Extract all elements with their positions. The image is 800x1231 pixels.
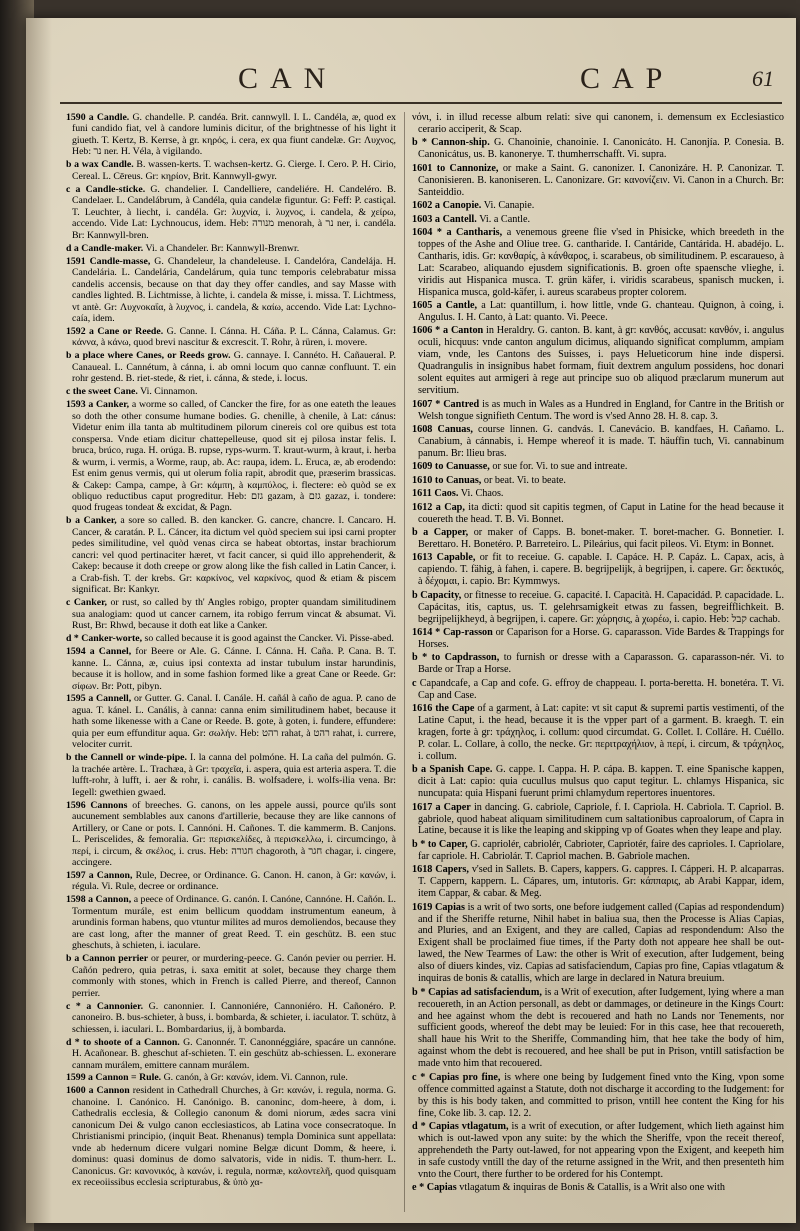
entry-text: of a garment, à Lat: capite: vt sit caput & supremi partis vestimenti, of the Latine Caput, i. the head, because it is the vpper part of a garment. B. kraegh. T. ein kragen, forte à gr: τράχηλος, i. collum: quod circumdat. G. Collet. I. Colláre. H. Cuéllo. P. colar. L. Collare, à collo, the necke. Gr: περιτραχήλιον, à περί, i. circum, & τράχηλος, i. collum. bbox=[418, 703, 784, 762]
dictionary-entry bbox=[412, 864, 784, 900]
running-head-right: CAP bbox=[580, 62, 675, 95]
entry-text: νόνι, i. in illud recesse album relati: sive qui canonem, i. demensum ex Ecclesiastico cerario acciperit, & Scap. bbox=[412, 112, 784, 135]
dictionary-entry bbox=[66, 693, 396, 750]
dictionary-entry bbox=[412, 227, 784, 299]
dictionary-entry bbox=[412, 527, 784, 551]
entry-headword: 1595 a Cannell, bbox=[66, 693, 132, 705]
dictionary-entry bbox=[412, 839, 784, 863]
entry-text: of breeches. G. canons, on les appele aussi, pource qu'ils sont aucunement semblables aux canons d'artillerie, because they are like cannons of Artillery, or Cane or pots. I. Cannóni. H. Cañones. T. die kammerm. B. Canjons. L. Periscelides, & femoralia. Gr: περισκελίδες, à περισκελλω, i. circumcingo, à περί, i. circum, & σκέλος, i. crus. Heb: חגורה chagoroth, à חגר chagar, i. cingere, accingere. bbox=[72, 799, 396, 869]
entry-text: so called because it is good against the Cancker. Vi. Pisse-abed. bbox=[144, 633, 394, 645]
entry-text: resident in Cathedrall Churches, à Gr: κανών, i. regula, norma. G. chanoine. I. Canónico. H. Canónigo. B. canoninc, dom-heere, à dom, i. Cathedralis ecclesia, & Collegio canonum & domi niorum, ædes sacra vini canonicum Dei & vulgo canon ecclesiasticos, ab Latina voce consecratoque. In Christianismi principio, (inquit Beat. Rhenanus) templa Dominica sunt appellata: vnde ab hedernum dicere vulgari nomine Belgæ dicunt Domm, & heere, i. dominus: quasi dominus de domo salvatoris, vide in nidis. T. thum-herr. L. Canonicus. Gr: κανονικός, à κανών, i. regula, normæ, καλοντελῆ, quod quisquam ex receoiissibus ecclesia scripturabus, & ὑπὸ χα- bbox=[72, 1085, 396, 1189]
entry-text: or Gutter. G. Canal. I. Canále. H. cañál à caño de agua. P. cano de agua. T. kánel. L. Canális, à canna: canna enim similitudinem habet, because it hath some likenesse with a Cane or Reede. B. gote, à goten, i. fundere, effundere: quia per eum effunditur aqua. Gr: σωλήν. Heb: רהט rahat, à רהט rahat, i. currere, velociter currit. bbox=[72, 693, 396, 751]
dictionary-entry bbox=[412, 112, 784, 136]
running-head bbox=[60, 62, 782, 102]
entry-headword: b * Capias ad satisfaciendum, bbox=[412, 986, 542, 998]
entry-text: is a writ of execution, or after Iudgement, which lieth against him which is out-lawed vpon any suite: by the which the Sheriffe, vpon the receit thereof, apprehendeth the Party out-lawed, for not appearing vpon the Exigent, and keepeth him in safe custody vntill the day of the returne assigned in the Writ, and then presenteth him vnto the Court, there further to be ordered for his Contempt. bbox=[418, 1120, 784, 1180]
dictionary-entry bbox=[66, 752, 396, 798]
entry-text: or rust, so called by th' Angles robigo, propter quandam similitudinem sua analogiam: quod ut cancer carnem, ita robigo ferrum vincat & absumat. Vi. Rust, Br: Rhwd, because it doth eat like a Canker. bbox=[72, 597, 396, 632]
entry-text: G. Canonnér. T. Canonnéggiáre, spacáre un cannóne. H. Acañonear. B. gheschut af-schieten. T. ein geschütz ab-schiessen. L. exonerare cannam murálem, emittere cannam murálem. bbox=[72, 1036, 396, 1071]
entry-headword: 1609 to Canuasse, bbox=[412, 461, 490, 473]
dictionary-entry bbox=[412, 300, 784, 324]
dictionary-entry bbox=[412, 475, 784, 487]
dictionary-entry bbox=[66, 1072, 396, 1083]
page-number: 61 bbox=[752, 66, 774, 91]
entry-headword: 1597 a Cannon, bbox=[66, 870, 133, 881]
dictionary-entry bbox=[412, 214, 784, 226]
entry-text: G. cannaye. I. Cannéto. H. Cañaueral. P. Canaueal. L. Cannétum, à cánna, i. ab omni locum quo cannæ confluunt. T. ein rohr gestend. B. riet-stede, & riet, i. cánna, & stede, i. locus. bbox=[72, 350, 396, 385]
entry-text: a Lat: quantillum, i. how little, vnde G. chanteau. Quignon, à coing, i. Angulus. I. H. Canto, à Lat: quanto. Vi. Peece. bbox=[418, 300, 784, 323]
entry-headword: b * Cannon-ship. bbox=[412, 137, 490, 149]
entry-text: Rule, Decree, or Ordinance. G. Canon. H. canon, à Gr: κανών, i. régula. Vi. Rule, decree or ordinance. bbox=[72, 870, 396, 893]
dictionary-entry bbox=[412, 424, 784, 460]
entry-headword: 1610 to Canuas, bbox=[412, 474, 482, 486]
entry-text: G. canón, à Gr: κανών, idem. Vi. Cannon, rule. bbox=[163, 1072, 348, 1084]
dictionary-entry bbox=[412, 163, 784, 199]
entry-headword: 1606 * a Canton bbox=[412, 325, 484, 337]
entry-text: ita dicti: quod sit capitis tegmen, of Caput in Latine for the head because it couereth the head. T. B. Vi. Bonnet. bbox=[418, 501, 784, 525]
dictionary-entry bbox=[412, 502, 784, 526]
dictionary-entry bbox=[412, 703, 784, 763]
entry-text: G. chandelier. I. Candelliere, candeliére. H. Candeléro. B. Candelaer. L. Candelábrum, à Candéla, quia candelæ figuntur. G: Feff: P. castiçal. T. Leuchter, à liecht, i. candéla. Gr: λυχνία, i. λυχνος, i. candela, & χείρω, accendo. Vide Lat: Lychnoucus, idem. Heb: מנורה menorah, à נר ner, i. candéla. Br: Kannwyll-bren. bbox=[72, 183, 396, 241]
dictionary-entry bbox=[412, 764, 784, 800]
dictionary-entry bbox=[412, 1182, 784, 1194]
entry-text: G. capriolér, cabriolér, Cabrioter, Capriotér, faire des caprioles. I. Capriolare, far capriole. H. Cabriolár. T. Capriol machen. B. Gabriole machen. bbox=[418, 838, 784, 862]
entry-headword: c a Candle-sticke. bbox=[66, 183, 146, 195]
dictionary-entry bbox=[412, 1072, 784, 1120]
running-head-left: CAN bbox=[238, 62, 338, 95]
entry-headword: b the Cannell or winde-pipe. bbox=[66, 752, 187, 764]
dictionary-entry bbox=[412, 987, 784, 1071]
entry-text: G. cappe. I. Cappa. H. P. cápa. B. kappen. T. eine Spanische kappen, dicit à Lat: capio: quia cucullus mulsus quo caput tegitur. L. chlamys Hispanica, sic nuncupata: quia Hispani fuerunt primi chlamydum repertores inuentores. bbox=[418, 764, 784, 800]
entry-text: I. la canna del polmóne. H. La caña del pulmón. G. la trachée artère. L. Trachæa, à Gr: τραχεῖα, i. aspera, quia est arteria aspera. T. die lufft-rohr, à lufft, i. aer & rohr, i. canális. B. wolfsadere, i. wolfs-ilia vena. Br: Iegell: gwethien gwaed. bbox=[72, 752, 396, 798]
entry-headword: 1590 a Candle. bbox=[66, 112, 130, 123]
entry-headword: c * Capias pro fine, bbox=[412, 1071, 501, 1083]
entry-headword: 1613 Capable, bbox=[412, 552, 476, 564]
entry-text: is a Writ of execution, after Iudgement, lying where a man recouereth, in an Action personall, as debt or dammages, or detineure in the Kings Court: and hee against whom the debt is recouered and hath no Lands nor Tenements, nor sufficient goods, whereof the debt may be leuied: For in this case, hee that recouereth, shall haue his Writ to the Sheriffe, Commanding him, that hee take the body of him, against whom the debt is recouered, and hee shall be put in Prison, vntill satisfaction be made vnto him that recouered. bbox=[418, 986, 784, 1070]
entry-text: Vi. a Cantle. bbox=[479, 213, 531, 225]
entry-headword: 1599 a Cannon = Rule. bbox=[66, 1072, 162, 1084]
dictionary-entry bbox=[412, 461, 784, 473]
dictionary-entry bbox=[412, 399, 784, 423]
entry-text: is where one being by Iudgement fined vnto the King, vpon some offence committed against a Statute, doth not discharge it according to the Iudgement: for by this is his body taken, and committed to prison, vntill hee content the King for his fine, Coke lib. 3. cap. 12. 2. bbox=[418, 1071, 784, 1119]
header-rule bbox=[60, 102, 782, 104]
dictionary-entry bbox=[66, 326, 396, 349]
entry-text: or make a Saint. G. canonizer. I. Canonizáre. H. P. Canonizar. T. Canonisieren. B. kanoniseren. L. Canonizare. Gr: κανονίζειν. Vi. Canon in a Church. Br: Santeiddio. bbox=[418, 162, 784, 198]
entry-headword: 1618 Capers, bbox=[412, 864, 469, 876]
dictionary-entry bbox=[412, 325, 784, 397]
entry-headword: d * Canker-worte, bbox=[66, 633, 143, 645]
entry-text: for Beere or Ale. G. Cánne. I. Cánna. H. Caña. P. Cana. B. T. kanne. L. Cánna, æ, cuius ipsi contexta ad instar tubulum instar harundinis, because it is hollow, and in some fashion formed like a great Cane or Reede. Gr: σίφων. Br: Pott, pibyn. bbox=[72, 646, 396, 692]
dictionary-entry bbox=[66, 256, 396, 325]
entry-text: G. Chandeleur, la chandeleuse. I. Candelóra, Candelája. H. Candelária. L. Candelária, Candelárum, quia tunc temporis celebrabatur missa candelis accensis, because on that day they offer candles, and say Masse with candles lighted. B. Lichtmisse, à lichte, i. candela & misse, i. missa. T. Lichtmess, vt antè. Gr: Λυχνοκαΐα, à λυχνος, i. candela, & καίω, accendo. Vide Lat: Lychno-caía, idem. bbox=[72, 255, 396, 324]
entry-text: B. wassen-kerts. T. wachsen-kertz. G. Cierge. I. Cero. P. H. Cirio, Cereal. L. Cēreus. Gr: κηρίον, Brit. Kannwyll-gwyr. bbox=[72, 159, 396, 182]
dictionary-entry bbox=[66, 870, 396, 893]
dictionary-entry bbox=[66, 159, 396, 182]
entry-headword: b a wax Candle. bbox=[66, 159, 134, 171]
dictionary-entry bbox=[66, 1085, 396, 1188]
entry-headword: 1611 Caos. bbox=[412, 488, 459, 500]
dictionary-entry bbox=[66, 515, 396, 595]
entry-text: v'sed in Sallets. B. Capers, kappers. G. cappres. I. Cápperi. H. P. alcaparras. T. Cappern, kappern. L. Cápares, um, intutoris. Gr: κάππαρις, ab Arabi Kappar, idem, item Cappar, & cabar. & Meg. bbox=[418, 864, 784, 900]
entry-text: or fitnesse to receiue. G. capacité. I. Capacità. H. Capacidád. P. capacidade. L. Capácitas, itis, captus, us. T. gelehrsamigkeit etwas zu fassen, begreifflichkeit. B. begrijpelijkheyd, à begrijpen, i. capere. Gr: χώρησις, à χωρέω, i. capio. Heb: קבל cachab. bbox=[418, 589, 784, 625]
dictionary-entry bbox=[66, 633, 396, 644]
entry-headword: 1617 a Caper bbox=[412, 801, 471, 813]
dictionary-entry bbox=[66, 112, 396, 158]
dictionary-entry bbox=[66, 800, 396, 869]
dictionary-entry bbox=[66, 243, 396, 254]
entry-headword: 1591 Candle-masse, bbox=[66, 255, 151, 267]
entry-headword: b a Spanish Cape. bbox=[412, 764, 493, 776]
entry-headword: 1593 a Canker, bbox=[66, 399, 130, 411]
dictionary-entry bbox=[66, 646, 396, 692]
dictionary-entry bbox=[412, 652, 784, 676]
entry-text: G. canonnier. I. Cannoniére, Cannoniéro. H. Cañonéro. P. canoneiro. B. bus-schieter, à buss, i. bombarda, & schieter, i. iaculator. T. schütz, à schiessen, i. iaculari. L. Bombardarius, ij, à bombarda. bbox=[72, 1000, 396, 1035]
entry-text: or Caparison for a Horse. G. caparasson. Vide Bardes & Trappings for Horses. bbox=[418, 626, 784, 650]
dictionary-entry bbox=[66, 386, 396, 397]
entry-headword: 1607 * Cantred bbox=[412, 398, 480, 410]
dictionary-entry bbox=[412, 627, 784, 651]
entry-headword: 1594 a Cannel, bbox=[66, 646, 132, 658]
entry-text: a worme so called, of Cancker the fire, for as one eateth the leaues so doth the other consume humane bodies. G. chenille, à chenile, à Lat: cánus: Videtur enim illa tanta ab multitudinem pilorum cinereis col ore quibus est tota conspersa. Vnde etiam dicitur chattepelleuse, quod sit ej pilosa instar felis. I. bruca, brúco, ruga. H. orúga. B. rupse, ryps-wurm. T. kraut-wurm, à kraut, i. herba & wurm, i. vermis, a Worme, raup, ab. Ac: raupa, idem. L. Eruca, æ, ab erodendo: Est enim genus vermis, qui ut olerum folia rapit, abrodit que, præserim brassicas. & Cakep: Campa, campe, à Gr: κάμπη, à καμπύλος, i. flectere: eò quòd se ex obliquo reductibus caput progreditur. Heb: גזם gazam, à גזם gazaz, i. tondere: quod frugeas tondeat & excidat, & Pagn. bbox=[72, 399, 396, 514]
entry-text: or fit to receiue. G. capable. I. Capáce. H. P. Capáz. L. Capax, acis, à capiendo. T. fähig, à fahen, i. capere. B. begrijpelijk, à begrijpen, i. capere. Gr: δεκτικός, à δέχομαι, i. capio. Br: Kymmwys. bbox=[418, 552, 784, 588]
entry-headword: b a Cannon perrier bbox=[66, 953, 149, 965]
dictionary-entry bbox=[412, 1121, 784, 1181]
entry-headword: b a place where Canes, or Reeds grow. bbox=[66, 350, 231, 362]
entry-text: G. Canne. I. Cánna. H. Cáña. P. L. Cánna, Calamus. Gr: κάννα, à κάνω, quod brevi nascitur & excrescit. T. Rohr, à rüren, i. movere. bbox=[72, 325, 396, 349]
entry-text: in dancing. G. cabriole, Capriole, f. I. Capriola. H. Cabriola. T. Capriol. B. gabriole, quod habeat aliquam similitudinem cum saltationibus caproalorum, of Capra in Latine, because it is like the leaping and skipping vp of Goates when they leape and play. bbox=[418, 801, 784, 837]
entry-text: or beat. Vi. to beate. bbox=[483, 474, 566, 486]
entry-text: Vi. Cinnamon. bbox=[140, 386, 198, 398]
entry-text: a venemous greene flie v'sed in Phisicke, which breedeth in the toppes of the Ashe and Oliue tree. G. cantharide. I. Cantáride, Cantárida. H. abadéjo. L. Cantharis, idis. Gr: κανθαρίς, à κάνθαρος, i. scarabeus, ob similitudinem. P. escaraueso, à Lat: Scarabeo, aliquando ejusdem significationis. B. groen ofte spaensche vlieghe, i. viridis aut Hispanica musca. T. grün käfer, i. viridis scarabeus, spanisch mucken, i. Hispanica musca, gold-käfer, i. aureus scarabeus propter colorem. bbox=[418, 226, 784, 298]
entry-text: course linnen. G. candvás. I. Canevácio. B. kandfaes, H. Cañamo. L. Canabium, à cánnabis, i. Hempe whereof it is made. T. häuffin tuch, Vi. cannabinum panum. Br: llieu bras. bbox=[418, 423, 784, 459]
entry-headword: 1600 a Cannon bbox=[66, 1085, 130, 1097]
entry-headword: c Canker, bbox=[66, 597, 107, 609]
entry-headword: 1612 a Cap, bbox=[412, 501, 465, 513]
dictionary-entry bbox=[412, 200, 784, 212]
entry-headword: 1616 the Cape bbox=[412, 703, 475, 715]
entry-headword: 1608 Canuas, bbox=[412, 423, 473, 435]
entry-text: or maker of Capps. B. bonet-maker. T. boret-macher. G. Bonnetier. I. Berettaro. H. Bonetéro. P. Barreteiro. L. Pileárius, qui facit pileos. Vi. Etym: in Bonnet. bbox=[418, 526, 784, 550]
entry-headword: 1604 * a Cantharis, bbox=[412, 226, 503, 238]
entry-headword: 1601 to Cannonize, bbox=[412, 162, 499, 174]
dictionary-entry bbox=[412, 678, 784, 702]
dictionary-entry bbox=[412, 488, 784, 500]
dictionary-entry bbox=[412, 902, 784, 986]
entry-headword: b a Canker, bbox=[66, 515, 117, 527]
entry-text: Vi. a Chandeler. Br: Kannwyll-Brenwr. bbox=[145, 242, 300, 254]
dictionary-entry bbox=[66, 894, 396, 951]
entry-headword: 1596 Cannons bbox=[66, 799, 128, 811]
entry-text: is as much in Wales as a Hundred in England, for Cantre in the British or Welsh tongue signifieth Centum. The word is v'sed Anno 28. H. 8. cap. 3. bbox=[418, 398, 784, 422]
entry-headword: 1603 a Cantell. bbox=[412, 213, 477, 225]
entry-text: to furnish or dresse with a Caparasson. G. caparasson-nér. Vi. to Barde or Trap a Horse. bbox=[418, 652, 784, 676]
column-left bbox=[66, 112, 396, 1212]
entry-text: G. Chanoinie, chanoinie. I. Canonicáto. H. Canonjía. P. Conesia. B. Canonicátus, us. B. kanonerye. T. thumherrschafft. Vi. supra. bbox=[418, 137, 784, 161]
entry-text: is a writ of two sorts, one before iudgement called (Capias ad respondendum) and if the Sheriffe returne, Nihil habet in baliua sua, then the Processe is Alias Capias, and Pluries, and an Exigent, and they are called, Capias ad respondendum: Also the Exigent shall be proclaimed fiue times, if the Party doth not appeare hee shall be out-lawed, the New Tearmes of Law: the other is Writ of execution, after Iudgement, being also of diuers kindes, viz. Capias ad satisfaciendum, Capias pro fine, Capias vtlagatum & inquiras de bonis & catallis, which are large in declared in Natura breuium. bbox=[418, 901, 784, 985]
entry-text: a peece of Ordinance. G. canón. I. Canóne, Cannóne. H. Cañón. L. Tormentum murále, est enim bellicum quoddam instrumentum eaneum, à arundinis forman habens, quo vtuntur milites ad muros demoliendos, because they are cast long, after the manner of great Reed. T. ein geschütz. B. een stuc gheschuts, à schieten, i. iaculare. bbox=[72, 894, 396, 952]
entry-text: G. chandelle. P. candéa. Brit. cannwyll. I. L. Candéla, æ, quod ex funi candido fiat, vel à candore luminis dicitur, of the brightnesse of his light it giueth. T. Kertz, B. Kerrse, à gr. κηρός, i. cera, ex qua fiunt candelæ. Gr: Λυχνος, Heb: נר ner. H. Véla, à vigilando. bbox=[72, 112, 396, 158]
entry-headword: c bbox=[412, 677, 417, 689]
entry-headword: b * to Capdrasson, bbox=[412, 652, 500, 664]
entry-headword: b a Capper, bbox=[412, 526, 469, 538]
entry-headword: c * a Cannonier. bbox=[66, 1000, 144, 1012]
entry-headword: 1619 Capias bbox=[412, 901, 465, 913]
entry-headword: b Capacity, bbox=[412, 589, 462, 601]
entry-headword: 1592 a Cane or Reede. bbox=[66, 325, 164, 337]
entry-text: a sore so called. B. den kancker. G. cancre, chancre. I. Cancaro. H. Cancer, & caratán. P. L. Cáncer, ita dictum vel quòd speciem sui ipsi carni propter pedes similitudine, vel quòd venas circa se habeat obtortas, instar brachiorum cancri: vel quod pertinaciter hæret, vt facit cancer, si quid illo apprehenderit, & Cakep: because it doth creepe or grow along like the fish called in Latin Cancer, i. a Crab-fish. T. der krebs. Gr: καρκίνος, vel καρκίνος, quod & etiam & piscem significat. Br: Kankyr. bbox=[72, 515, 396, 596]
entry-text: Vi. Canapie. bbox=[483, 200, 535, 212]
entry-headword: 1598 a Cannon, bbox=[66, 894, 132, 906]
entry-headword: b * to Caper, bbox=[412, 838, 468, 850]
entry-text: Capandcafe, a Cap and cofe. G. effroy de chappeau. I. porta-beretta. H. bonetéra. T. Vi. Cap and Case. bbox=[418, 677, 784, 701]
dictionary-entry bbox=[66, 1001, 396, 1035]
dictionary-entry bbox=[412, 590, 784, 626]
column-right bbox=[412, 112, 784, 1212]
entry-headword: d a Candle-maker. bbox=[66, 242, 144, 254]
entry-text: vtlagatum & inquiras de Bonis & Catallis, is a Writ also one with bbox=[459, 1182, 725, 1194]
entry-headword: d * to shoote of a Cannon. bbox=[66, 1036, 180, 1048]
entry-headword: e * Capias bbox=[412, 1182, 457, 1194]
dictionary-entry bbox=[66, 350, 396, 384]
column-divider bbox=[404, 112, 405, 1212]
dictionary-entry bbox=[66, 953, 396, 999]
dictionary-entry bbox=[412, 137, 784, 161]
entry-text: Vi. Chaos. bbox=[460, 488, 504, 500]
dictionary-entry bbox=[66, 399, 396, 514]
dictionary-entry bbox=[412, 802, 784, 838]
entry-text: in Heraldry. G. canton. B. kant, à gr: κανθός, accusat: κανθόν, i. angulus oculi, hicquus: vnde canton angulum dicimus, aliquando significat complumm, ampiam viam, vnde, les Cantons des Suisses, i. pays Helueticorum hine inde dispersi. Quadrangulis in insignibus habet formam, fiuit dextrem angulum possidens, hoc donari solent equites aut armigeri à rege aut principe suo ob aliquod præclarum munerum aut servitium. bbox=[418, 325, 784, 397]
entry-headword: d * Capias vtlagatum, bbox=[412, 1120, 509, 1132]
entry-headword: c the sweet Cane. bbox=[66, 386, 138, 398]
entry-headword: 1614 * Cap-rasson bbox=[412, 626, 493, 638]
dictionary-entry bbox=[412, 552, 784, 588]
entry-headword: 1605 a Cantle, bbox=[412, 300, 478, 312]
dictionary-entry bbox=[66, 184, 396, 241]
dictionary-entry bbox=[66, 597, 396, 631]
dictionary-entry bbox=[66, 1037, 396, 1071]
entry-headword: 1602 a Canopie. bbox=[412, 200, 482, 212]
entry-text: or peurer, or murdering-peece. G. Canón pevier ou perrier. H. Cañón pedrero, quia petras, i. saxa emitit at solet, because they charge them commonly with stones, which in French is called Pierre, and thereof, Cannon perrier. bbox=[72, 953, 396, 999]
entry-text: or sue for. Vi. to sue and intreate. bbox=[492, 461, 628, 473]
